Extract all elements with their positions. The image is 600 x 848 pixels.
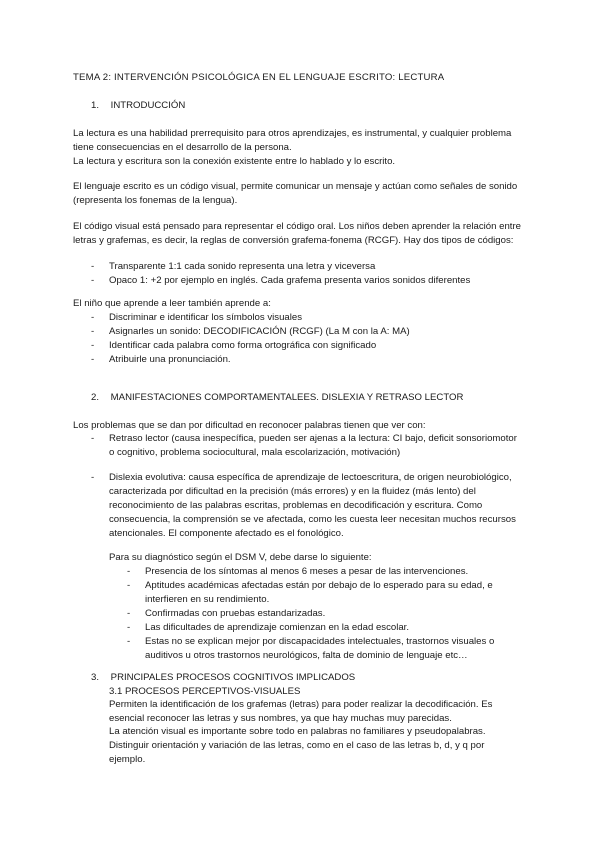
procesos-paragraph-2: La atención visual es importante sobre todo en palabras no familiares y pseudopalabras. xyxy=(109,726,486,737)
diagnosis-intro: Para su diagnóstico según el DSM V, debe darse lo siguiente: xyxy=(109,552,372,563)
list-item: - Aptitudes académicas afectadas están por debajo de lo esperado para su edad, e interfieren en su rendimiento. xyxy=(127,579,522,607)
section-title: PRINCIPALES PROCESOS COGNITIVOS IMPLICADOS xyxy=(110,672,356,683)
subsection-3-1-heading: 3.1 PROCESOS PERCEPTIVOS-VISUALES xyxy=(109,686,301,697)
intro-paragraph-1a: La lectura es una habilidad prerrequisito para otros aprendizajes, es instrumental, y cualquier problema tiene consecuencias en el desarrollo de la persona. xyxy=(73,128,512,153)
section-title: MANIFESTACIONES COMPORTAMENTALEES. DISLEXIA Y RETRASO LECTOR xyxy=(110,392,464,403)
section-2-heading xyxy=(91,391,463,405)
learning-list xyxy=(91,311,521,367)
retraso-list xyxy=(91,432,521,460)
list-item: - Transparente 1:1 cada sonido representa una letra y viceversa xyxy=(91,260,521,274)
intro-paragraph-4: El niño que aprende a leer también aprende a: xyxy=(73,298,271,309)
list-item: - Confirmadas con pruebas estandarizadas. xyxy=(127,607,522,621)
section-title: INTRODUCCIÓN xyxy=(110,100,186,111)
list-item: - Presencia de los síntomas al menos 6 meses a pesar de las intervenciones. xyxy=(127,565,522,579)
section-1-heading xyxy=(91,99,185,113)
dislexia-list xyxy=(91,471,521,541)
section-number: 1. xyxy=(91,100,100,111)
list-item: - Retraso lector (causa inespecífica, pueden ser ajenas a la lectura: CI bajo, deficit sonsoriomotor o cognitivo, problema sociocultural, mala escolarización, motivación) xyxy=(91,432,521,460)
list-item: - Opaco 1: +2 por ejemplo en inglés. Cada grafema presenta varios sonidos diferentes xyxy=(91,274,521,288)
section-number: 2. xyxy=(91,392,100,403)
intro-paragraph-3: El código visual está pensado para representar el código oral. Los niños deben aprender la relación entre letras y grafemas, es decir, la reglas de conversión grafema-fonema (RCGF). Hay dos tipos de códigos: xyxy=(73,221,521,246)
document-title: TEMA 2: INTERVENCIÓN PSICOLÓGICA EN EL LENGUAJE ESCRITO: LECTURA xyxy=(73,72,445,83)
list-item: - Discriminar e identificar los símbolos visuales xyxy=(91,311,521,325)
code-types-list xyxy=(91,260,521,288)
intro-paragraph-1b: La lectura y escritura son la conexión existente entre lo hablado y lo escrito. xyxy=(73,156,396,167)
list-item: - Dislexia evolutiva: causa específica de aprendizaje de lectoescritura, de origen neurobiológico, caracterizada por dificultad en la precisión (más errores) y en la fluidez (más lento) del reconocimiento de las palabras escritas, problemas en decodificación y escritura. Como consecuencia, la comprensión se ve afectada, como les cuesta leer necesitan muchos recursos atencionales. El componente afectado es el fonológico. xyxy=(91,471,521,541)
section-3-heading xyxy=(91,671,355,685)
list-item: - Asignarles un sonido: DECODIFICACIÓN (RCGF) (La M con la A: MA) xyxy=(91,325,521,339)
procesos-paragraph-1: Permiten la identificación de los grafemas (letras) para poder realizar la decodificación. Es esencial reconocer las letras y sus nombres, ya que hay muchas muy parecidas. xyxy=(109,699,493,724)
section-number: 3. xyxy=(91,672,100,683)
list-item: - Las dificultades de aprendizaje comienzan en la edad escolar. xyxy=(127,621,522,635)
diagnosis-list xyxy=(127,565,522,663)
procesos-paragraph-3: Distinguir orientación y variación de las letras, como en el caso de las letras b, d, y q por ejemplo. xyxy=(109,740,485,765)
list-item: - Atribuirle una pronunciación. xyxy=(91,353,521,367)
manif-paragraph-1: Los problemas que se dan por dificultad en reconocer palabras tienen que ver con: xyxy=(73,420,426,431)
list-item: - Estas no se explican mejor por discapacidades intelectuales, trastornos visuales o auditivos u otros trastornos neurológicos, falta de dominio de lenguaje etc… xyxy=(127,635,522,663)
list-item: - Identificar cada palabra como forma ortográfica con significado xyxy=(91,339,521,353)
intro-paragraph-2: El lenguaje escrito es un código visual, permite comunicar un mensaje y actúan como señales de sonido (representa los fonemas de la lengua). xyxy=(73,181,518,206)
